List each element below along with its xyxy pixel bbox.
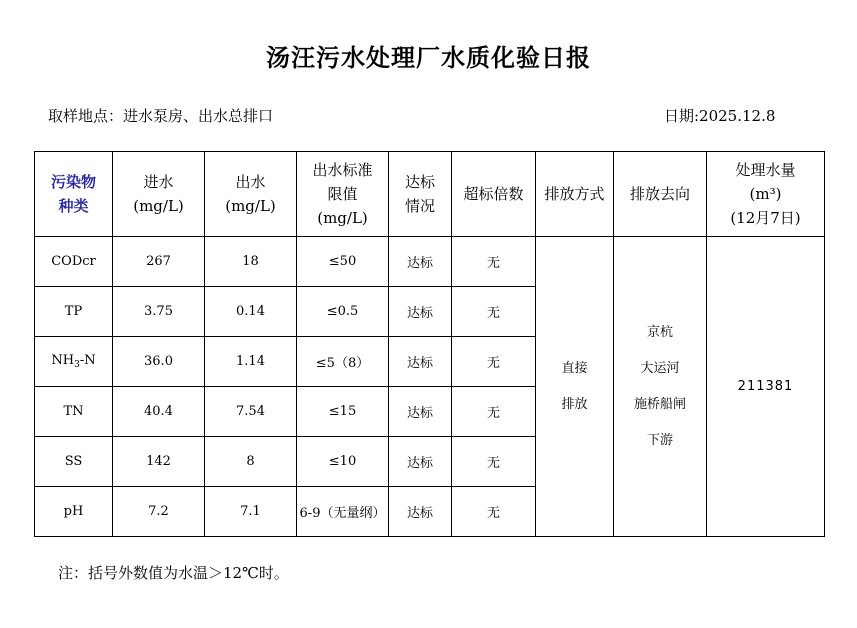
header-compliance: 达标 情况 [389,152,452,237]
header-limit: 出水标准 限值 (mg/L) [297,152,389,237]
effluent-cell: 7.1 [205,487,297,537]
pollutant-cell: TN [35,387,113,437]
exceed-cell: 无 [452,437,536,487]
exceed-cell: 无 [452,387,536,437]
compliance-cell: 达标 [389,287,452,337]
header-effluent: 出水 (mg/L) [205,152,297,237]
report-date: 日期:2025.12.8 [664,107,776,125]
limit-cell: ≤10 [297,437,389,487]
discharge-destination-cell: 京杭 大运河 施桥船闸 下游 [614,237,707,537]
influent-cell: 142 [113,437,205,487]
limit-cell: ≤15 [297,387,389,437]
pollutant-cell: $NH_3-N$ [35,337,113,387]
exceed-cell: 无 [452,287,536,337]
header-exceed-times: 超标倍数 [452,152,536,237]
pollutant-cell: TP [35,287,113,337]
compliance-cell: 达标 [389,237,452,287]
influent-cell: 40.4 [113,387,205,437]
effluent-cell: 1.14 [205,337,297,387]
pollutant-cell: SS [35,437,113,487]
discharge-method-cell: 直接 排放 [536,237,614,537]
header-discharge-method: 排放方式 [536,152,614,237]
sampling-location: 取样地点：进水泵房、出水总排口 [48,107,274,125]
pollutant-cell: pH [35,487,113,537]
influent-cell: 267 [113,237,205,287]
compliance-cell: 达标 [389,337,452,387]
table-header-row [35,152,825,237]
header-influent: 进水 (mg/L) [113,152,205,237]
effluent-cell: 7.54 [205,387,297,437]
effluent-cell: 0.14 [205,287,297,337]
influent-cell: 36.0 [113,337,205,387]
water-quality-table [34,151,825,537]
treated-volume-cell: 211381 [707,237,825,537]
table-row [35,237,825,287]
exceed-cell: 无 [452,487,536,537]
influent-cell: 7.2 [113,487,205,537]
header-pollutant: 污染物 种类 [35,152,113,237]
limit-cell: ≤0.5 [297,287,389,337]
compliance-cell: 达标 [389,437,452,487]
pollutant-cell: CODcr [35,237,113,287]
compliance-cell: 达标 [389,387,452,437]
report-title: 汤汪污水处理厂水质化验日报 [266,43,591,72]
limit-cell: 6-9（无量纲） [297,487,389,537]
exceed-cell: 无 [452,237,536,287]
compliance-cell: 达标 [389,487,452,537]
influent-cell: 3.75 [113,287,205,337]
effluent-cell: 18 [205,237,297,287]
effluent-cell: 8 [205,437,297,487]
header-treated-volume: 处理水量 (m³) (12月7日) [707,152,825,237]
footnote: 注：括号外数值为水温＞12℃时。 [58,564,289,582]
header-discharge-destination: 排放去向 [614,152,707,237]
exceed-cell: 无 [452,337,536,387]
limit-cell: ≤5（8） [297,337,389,387]
limit-cell: ≤50 [297,237,389,287]
